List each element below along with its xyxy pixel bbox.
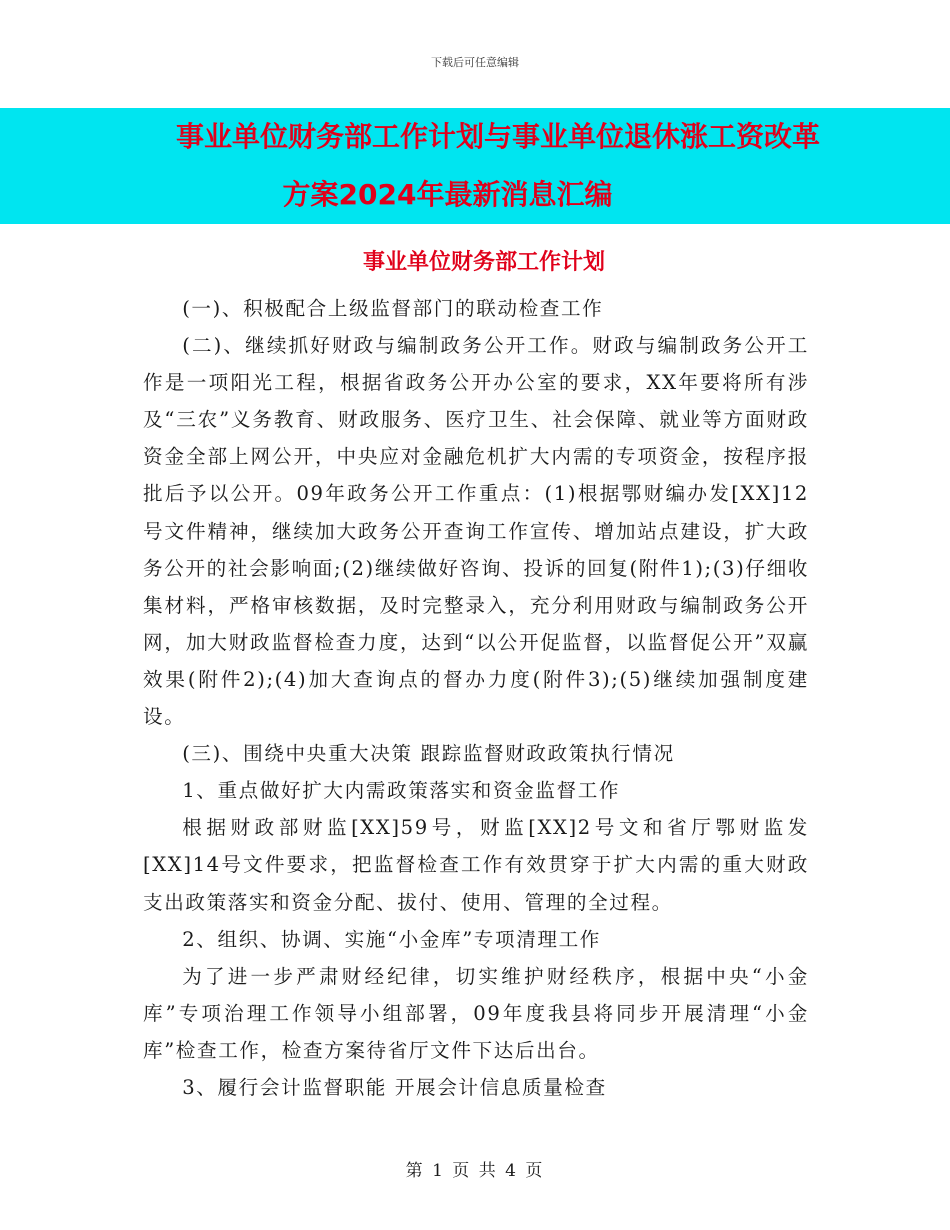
section-title: 事业单位财务部工作计划: [362, 250, 605, 275]
title-line-2: 方案2024年最新消息汇编: [282, 178, 613, 211]
paragraph-6: 2、组织、协调、实施“小金库”专项清理工作: [182, 927, 601, 951]
paragraph-2: (二)、继续抓好财政与编制政务公开工作。财政与编制政务公开工作是一项阳光工程，根据省政务公开办公室的要求，XX年要将所有涉及“三农”义务教育、财政服务、医疗卫生、社会保障、就业等方面财政资金全部上网公开，中央应对金融危机扩大内需的专项资金，按程序报批后予以公开。09年政务公开工作重点：(1)根据鄂财编办发[XX]12号文件精神，继续加大政务公开查询工作宣传、增加站点建设，扩大政务公开的社会影响面;(2)继续做好咨询、投诉的回复(附件1);(3)仔细收集材料，严格审核数据，及时完整录入，充分利用财政与编制政务公开网，加大财政监督检查力度，达到“以公开促监督，以监督促公开”双赢效果(附件2);(4)加大查询点的督办力度(附件3);(5)继续加强制度建设。: [143, 334, 809, 729]
page-footer: 第 1 页 共 4 页: [405, 1161, 545, 1181]
title-line-1: 事业单位财务部工作计划与事业单位退休涨工资改革: [175, 120, 820, 153]
document-title: [0, 108, 950, 224]
paragraph-7: 为了进一步严肃财经纪律，切实维护财经秩序，根据中央“小金库”专项治理工作领导小组部署，09年度我县将同步开展清理“小金库”检查工作，检查方案待省厅文件下达后出台。: [143, 964, 809, 1062]
paragraph-3: (三)、围绕中央重大决策 跟踪监督财政政策执行情况: [182, 742, 675, 766]
header-note: 下载后可任意编辑: [431, 56, 519, 69]
body-text: [143, 290, 809, 1106]
paragraph-4: 1、重点做好扩大内需政策落实和资金监督工作: [182, 779, 621, 803]
paragraph-1: (一)、积极配合上级监督部门的联动检查工作: [182, 297, 604, 320]
paragraph-5: 根据财政部财监[XX]59号，财监[XX]2号文和省厅鄂财监发[XX]14号文件要求，把监督检查工作有效贯穿于扩大内需的重大财政支出政策落实和资金分配、拔付、使用、管理的全过程。: [143, 816, 809, 914]
paragraph-8: 3、履行会计监督职能 开展会计信息质量检查: [182, 1075, 607, 1099]
